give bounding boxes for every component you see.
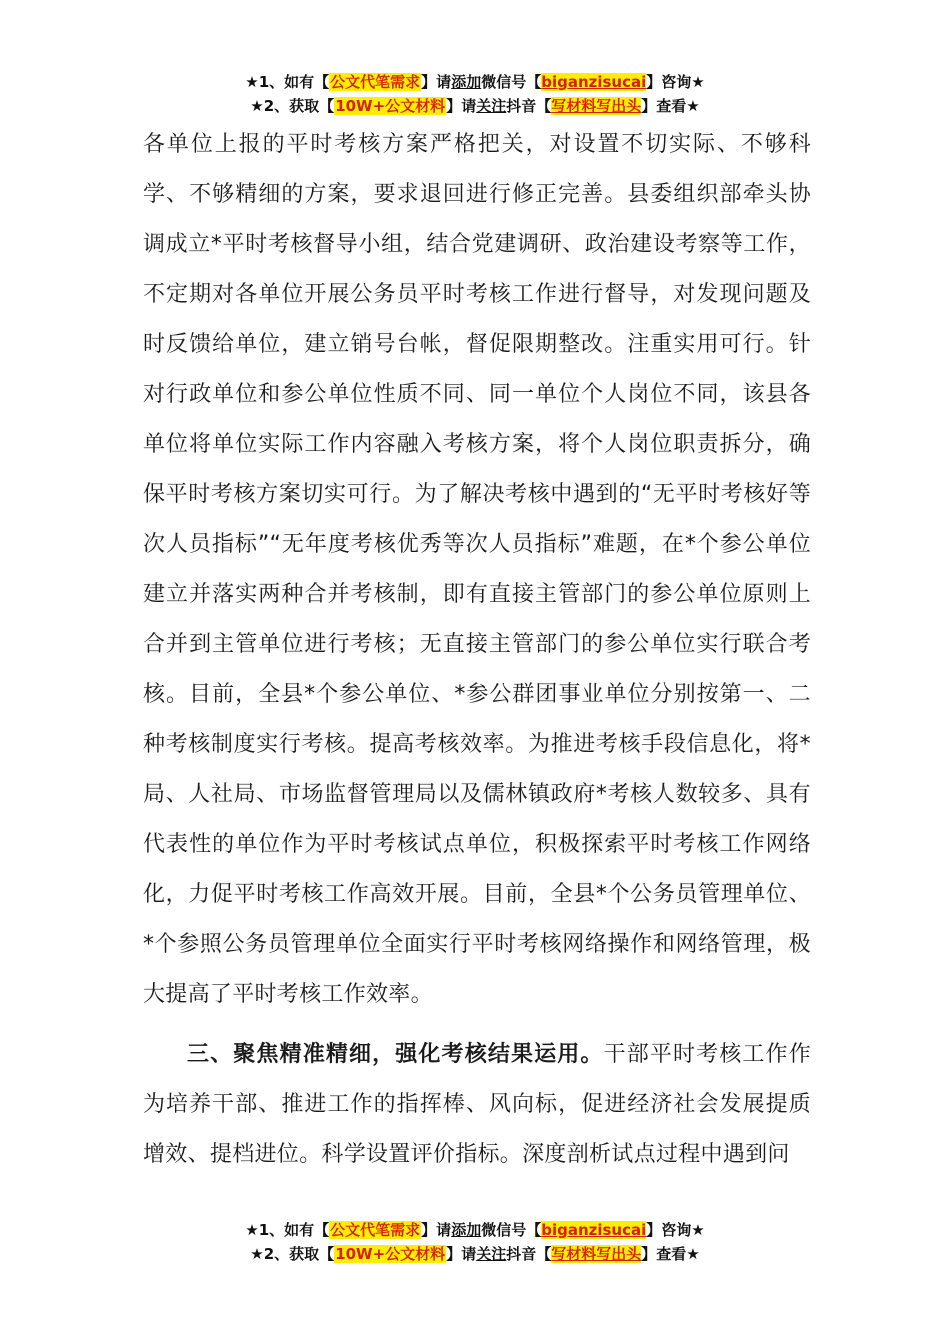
header-promo-banner — [0, 70, 950, 118]
promo-text: 】查看★ — [641, 1245, 700, 1263]
document-body — [143, 120, 811, 1180]
promo-text: 抖音【 — [506, 97, 552, 115]
promo-text: ★2、获取【 — [250, 1245, 335, 1263]
promo-text: 】请 — [421, 1221, 452, 1239]
promo-text: 】查看★ — [641, 97, 700, 115]
promo-text: 】请 — [421, 73, 452, 91]
promo-text: 】请 — [446, 1245, 477, 1263]
promo-text: 】请 — [446, 97, 477, 115]
promo-underlined: 关注 — [476, 1245, 507, 1263]
section-3-text: 干部平时考核工作作为培养干部、推进工作的指挥棒、风向标，促进经济社会发展提质增效、提档进位。科学设置评价指标。深度剖析试点过程中遇到问 — [143, 1042, 811, 1167]
promo-douyin-id: 写材料写出头 — [551, 97, 642, 115]
section-3-paragraph — [143, 1030, 811, 1180]
promo-text: 微信号【 — [481, 1221, 542, 1239]
promo-douyin-id: 写材料写出头 — [551, 1245, 642, 1263]
promo-highlight: 10W+公文材料 — [335, 1245, 446, 1263]
promo-highlight: 公文代笔需求 — [330, 1221, 421, 1239]
promo-underlined: 添加 — [451, 1221, 482, 1239]
promo-highlight: 公文代笔需求 — [330, 73, 421, 91]
promo-line-1 — [0, 1218, 950, 1242]
promo-line-2 — [0, 94, 950, 118]
promo-text: 抖音【 — [506, 1245, 552, 1263]
promo-text: 】咨询★ — [646, 1221, 705, 1239]
promo-highlight: 10W+公文材料 — [335, 97, 446, 115]
promo-wechat-id: biganzisucai — [541, 73, 647, 91]
footer-promo-banner — [0, 1218, 950, 1266]
body-paragraph: 各单位上报的平时考核方案严格把关，对设置不切实际、不够科学、不够精细的方案，要求退回进行修正完善。县委组织部牵头协调成立*平时考核督导小组，结合党建调研、政治建设考察等工作，不定期对各单位开展公务员平时考核工作进行督导，对发现问题及时反馈给单位，建立销号台帐，督促限期整改。注重实用可行。针对行政单位和参公单位性质不同、同一单位个人岗位不同，该县各单位将单位实际工作内容融入考核方案，将个人岗位职责拆分，确保平时考核方案切实可行。为了解决考核中遇到的“无平时考核好等次人员指标”“无年度考核优秀等次人员指标”难题，在*个参公单位建立并落实两种合并考核制，即有直接主管部门的参公单位原则上合并到主管单位进行考核；无直接主管部门的参公单位实行联合考核。目前，全县*个参公单位、*参公群团事业单位分别按第一、二种考核制度实行考核。提高考核效率。为推进考核手段信息化，将*局、人社局、市场监督管理局以及儒林镇政府*考核人数较多、具有代表性的单位作为平时考核试点单位，积极探索平时考核工作网络化，力促平时考核工作高效开展。目前，全县*个公务员管理单位、*个参照公务员管理单位全面实行平时考核网络操作和网络管理，极大提高了平时考核工作效率。 — [143, 132, 811, 1007]
paragraph-spacer — [143, 1020, 811, 1030]
promo-wechat-id: biganzisucai — [541, 1221, 647, 1239]
promo-underlined: 关注 — [476, 97, 507, 115]
section-3-heading: 三、聚焦精准精细，强化考核结果运用。 — [187, 1042, 604, 1067]
promo-line-2 — [0, 1242, 950, 1266]
promo-line-1 — [0, 70, 950, 94]
promo-text: ★2、获取【 — [250, 97, 335, 115]
promo-text: ★1、如有【 — [245, 73, 330, 91]
promo-underlined: 添加 — [451, 73, 482, 91]
promo-text: ★1、如有【 — [245, 1221, 330, 1239]
promo-text: 】咨询★ — [646, 73, 705, 91]
promo-text: 微信号【 — [481, 73, 542, 91]
